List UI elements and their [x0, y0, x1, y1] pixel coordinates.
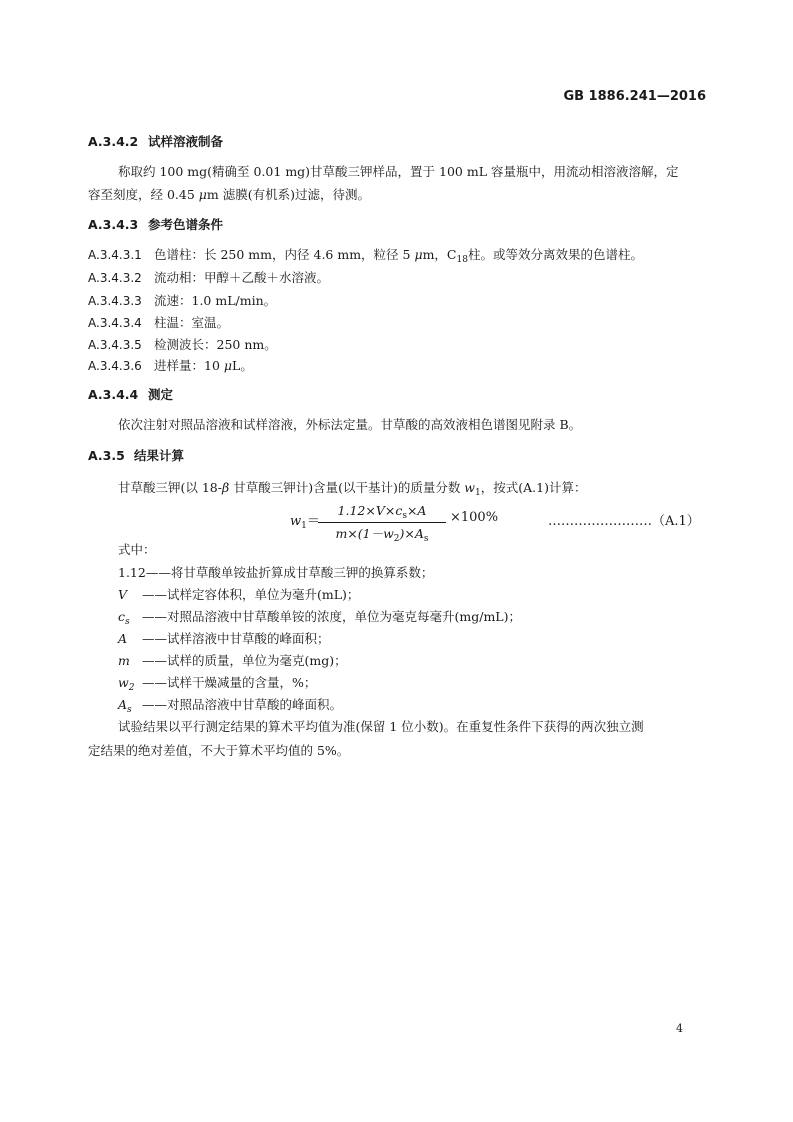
section-number: A.3.4.2	[88, 134, 139, 149]
def-symbol: 1.12	[118, 565, 146, 580]
def-symbol: A	[118, 697, 128, 712]
def-text: ——对照品溶液中甘草酸单铵的浓度，单位为毫克每毫升(mg/mL)；	[142, 609, 521, 624]
section-title: 结果计算	[134, 448, 185, 463]
definition-row	[118, 607, 521, 627]
text-run: 甘草酸三钾计)含量(以干基计)的质量分数	[229, 480, 465, 495]
subscript: 1	[301, 521, 307, 531]
subscript: s	[423, 534, 429, 544]
text-run: m×(1－w	[335, 526, 394, 541]
standard-id: GB 1886.241—2016	[563, 89, 706, 104]
condition-item	[88, 356, 253, 374]
text-run: 柱。或等效分离效果的色谱柱。	[467, 247, 643, 262]
subscript: 2	[393, 534, 400, 544]
def-text: ——试样的质量，单位为毫克(mg)；	[142, 653, 347, 668]
where-label: 式中：	[118, 542, 156, 557]
definition-row	[118, 695, 342, 715]
def-text: ——试样干燥减量的含量，%；	[142, 675, 317, 690]
w-symbol: w	[290, 514, 302, 529]
definition-row	[118, 585, 359, 603]
beta-symbol: β	[221, 480, 230, 495]
subscript: 1	[475, 488, 481, 498]
mu-symbol: μ	[198, 187, 207, 202]
sample-prep-line2	[88, 185, 370, 203]
section-heading-a344	[88, 385, 173, 403]
condition-text: 流速：1.0 mL/min。	[154, 293, 277, 308]
condition-number: A.3.4.3.5	[88, 338, 142, 352]
text-run: m 滤膜(有机系)过滤，待测。	[206, 187, 370, 202]
def-text: ——试样溶液中甘草酸的峰面积；	[142, 631, 330, 646]
def-text: ——试样定容体积，单位为毫升(mL)；	[142, 587, 360, 602]
section-title: 试样溶液制备	[148, 134, 224, 149]
condition-item	[88, 291, 276, 309]
mu-symbol: μ	[223, 358, 233, 373]
def-text: ——对照品溶液中甘草酸的峰面积。	[142, 697, 343, 712]
formula-lhs	[290, 510, 320, 531]
subscript: s	[127, 705, 132, 715]
condition-text: 流动相：甲醇＋乙酸＋水溶液。	[154, 270, 330, 285]
subscript: 2	[128, 683, 135, 693]
condition-item	[88, 313, 229, 331]
definition-row	[118, 651, 347, 669]
def-symbol: m	[118, 653, 130, 668]
text-run: L。	[232, 358, 253, 373]
section-title: 参考色谱条件	[148, 217, 224, 232]
formula-fraction	[318, 503, 446, 544]
section-number: A.3.4.3	[88, 217, 139, 232]
text-run: 甘草酸三钾(以 18-	[118, 480, 222, 495]
w-symbol: w	[464, 480, 475, 495]
equals-sign: ＝	[306, 514, 320, 529]
determination-text: 依次注射对照品溶液和试样溶液，外标法定量。甘草酸的高效液相色谱图见附录 B。	[118, 417, 582, 432]
page-number: 4	[676, 1022, 683, 1035]
definition-row	[118, 673, 316, 693]
subscript: s	[402, 511, 407, 521]
result-line1: 试验结果以平行测定结果的算术平均值为准(保留 1 位小数)。在重复性条件下获得的两次独立测	[118, 719, 644, 734]
def-symbol: V	[118, 587, 128, 602]
mu-symbol: μ	[414, 247, 423, 262]
definition-row	[118, 563, 433, 581]
def-symbol: w	[118, 675, 129, 690]
condition-item	[88, 245, 643, 265]
text-run: m，C	[422, 247, 457, 262]
condition-number: A.3.4.3.4	[88, 316, 142, 330]
subscript: 18	[456, 255, 468, 265]
condition-text: 柱温：室温。	[154, 315, 230, 330]
condition-item	[88, 335, 277, 353]
text-run: 色谱柱：长 250 mm，内径 4.6 mm，粒径 5	[154, 247, 415, 262]
text-run: 进样量：10	[154, 358, 224, 373]
formula-numerator	[318, 503, 446, 523]
def-symbol: c	[118, 609, 126, 624]
section-heading-a35	[88, 446, 184, 464]
def-symbol: A	[118, 631, 128, 646]
section-title: 测定	[148, 387, 174, 402]
section-number: A.3.4.4	[88, 387, 139, 402]
sample-prep-line1: 称取约 100 mg(精确至 0.01 mg)甘草酸三钾样品，置于 100 mL 容量瓶中，用流动相溶液溶解，定	[118, 164, 679, 179]
text-run: ×A	[406, 503, 427, 518]
result-line2: 定结果的绝对差值，不大于算术平均值的 5%。	[88, 743, 350, 758]
subscript: s	[125, 617, 130, 627]
condition-number: A.3.4.3.1	[88, 248, 142, 262]
formula-percent: ×100%	[450, 510, 499, 525]
definition-row	[118, 629, 330, 647]
formula-label: ……………………（A.1）	[548, 514, 700, 529]
condition-text: 检测波长：250 nm。	[154, 337, 277, 352]
section-heading-a343	[88, 215, 223, 233]
calc-intro	[118, 478, 586, 498]
condition-number: A.3.4.3.3	[88, 294, 142, 308]
condition-item	[88, 268, 329, 286]
def-text: ——将甘草酸单铵盐折算成甘草酸三钾的换算系数；	[145, 565, 434, 580]
section-heading-a342	[88, 132, 223, 150]
condition-number: A.3.4.3.2	[88, 271, 142, 285]
text-run: 容至刻度，经 0.45	[88, 187, 199, 202]
text-run: )×A	[399, 526, 424, 541]
section-number: A.3.5	[88, 448, 125, 463]
text-run: 1.12×V×c	[337, 503, 403, 518]
condition-number: A.3.4.3.6	[88, 359, 142, 373]
text-run: ，按式(A.1)计算：	[480, 480, 587, 495]
formula-denominator	[318, 523, 446, 544]
